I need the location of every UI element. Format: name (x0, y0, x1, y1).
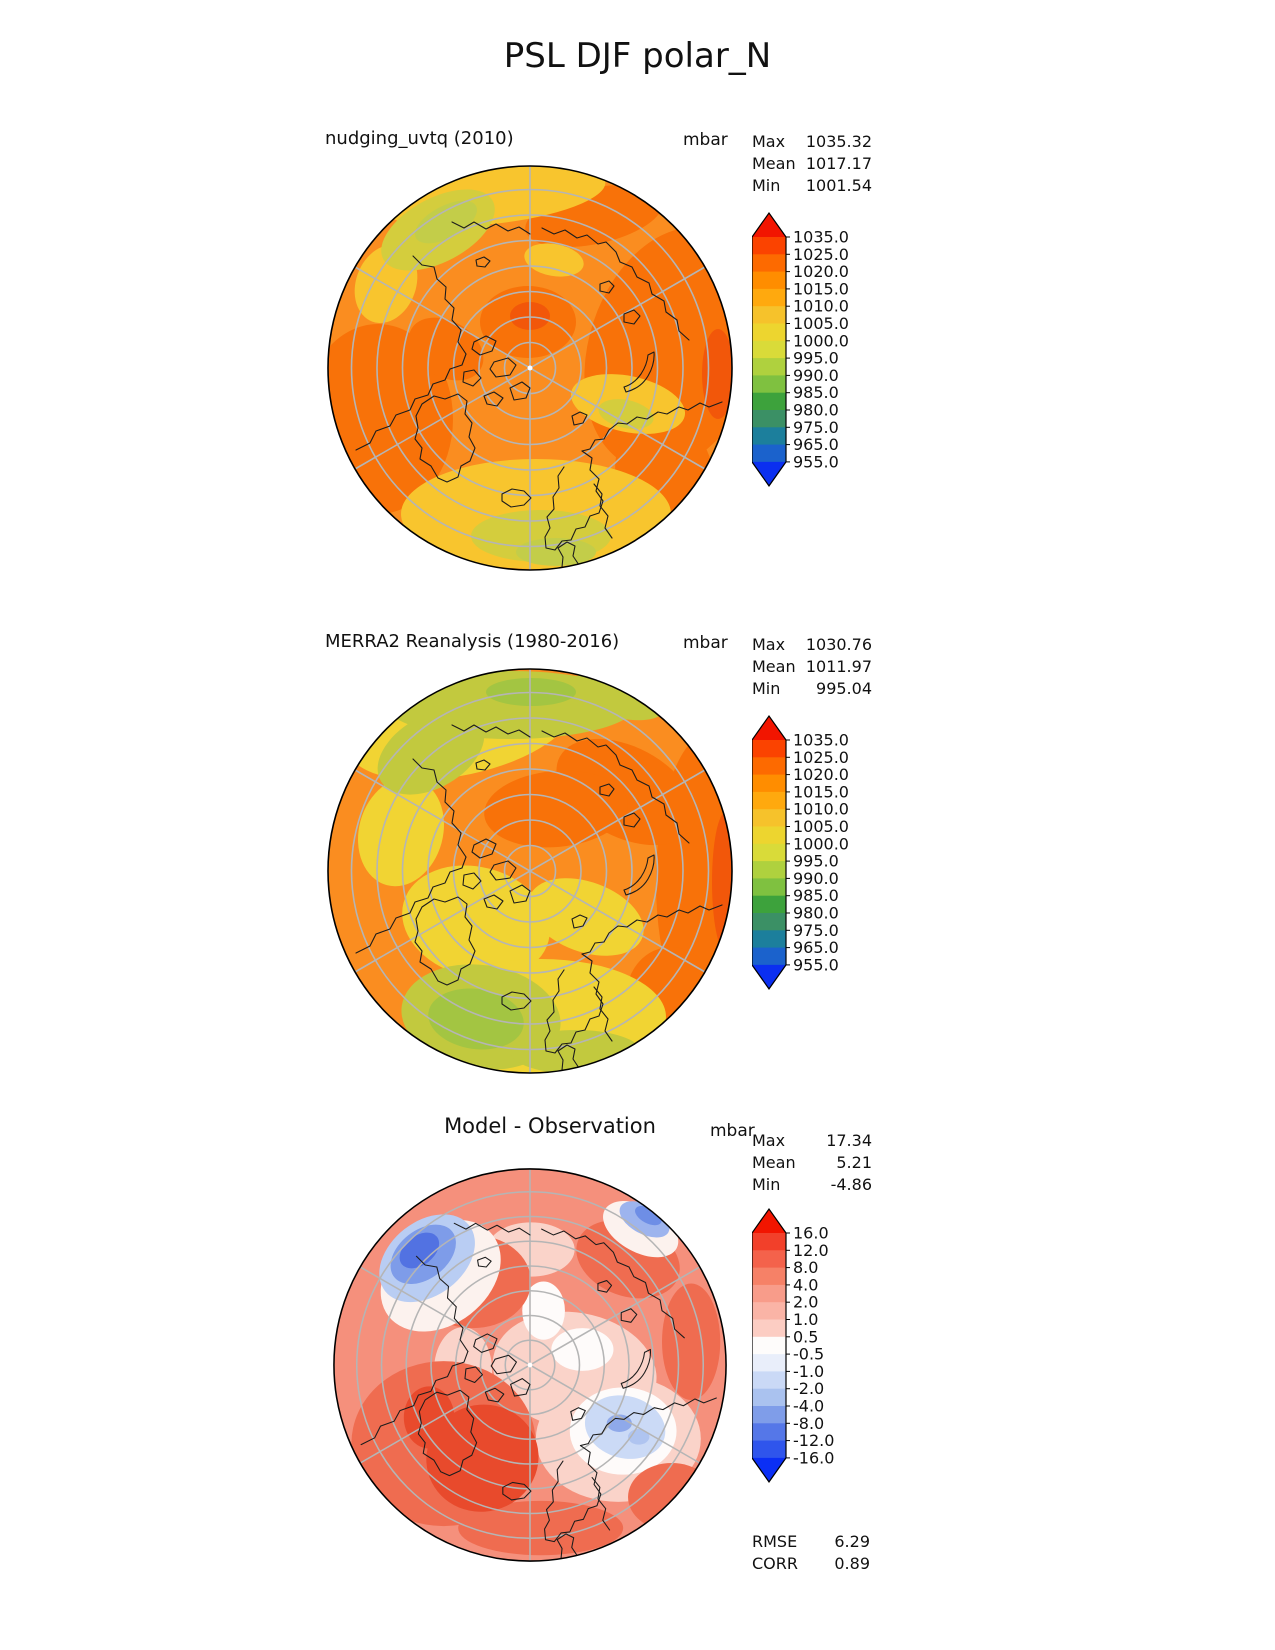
colorbar-tick-label: 12.0 (793, 1240, 829, 1260)
colorbar-tick-label: 1005.0 (793, 817, 849, 836)
colorbar-tick-label: -8.0 (793, 1413, 825, 1433)
figure-title: PSL DJF polar_N (503, 36, 772, 76)
colorbar-tick-label: 995.0 (793, 348, 839, 368)
colorbar-tick-label: 1.0 (793, 1310, 819, 1329)
stat-value: 1011.97 (805, 657, 872, 676)
panel3-metrics (752, 1531, 870, 1575)
stat-label: Min (752, 176, 781, 195)
colorbar-tick-label: -2.0 (793, 1379, 825, 1399)
stat-value: 1035.32 (805, 132, 872, 151)
colorbar-tick-label: 980.0 (793, 400, 839, 420)
stat-value: 5.21 (836, 1153, 872, 1172)
stat-value: 995.04 (816, 679, 872, 698)
colorbar-tick-label: 1015.0 (793, 279, 849, 299)
panel2-subtitle: MERRA2 Reanalysis (1980-2016) (325, 631, 620, 652)
colorbar-tick-label: 8.0 (793, 1258, 819, 1278)
colorbar-tick-label: 2.0 (793, 1292, 819, 1312)
panel3-subtitle: Model - Observation (444, 1114, 656, 1138)
metric-label: RMSE (752, 1532, 798, 1551)
colorbar-tick-label: 1035.0 (793, 227, 849, 247)
stat-label: Min (752, 679, 781, 698)
colorbar-tick-label: 975.0 (793, 920, 839, 940)
colorbar-difference (752, 1206, 862, 1488)
metric-label: CORR (752, 1554, 798, 1573)
map-model-polar (326, 164, 734, 572)
stat-label: Mean (752, 154, 796, 173)
map-difference-polar (332, 1167, 728, 1563)
panel3-units-label: mbar (710, 1121, 755, 1141)
colorbar-tick-label: 16.0 (793, 1223, 829, 1243)
colorbar-tick-label: 1010.0 (793, 296, 849, 316)
stat-label: Mean (752, 1153, 796, 1172)
stat-value: 1017.17 (805, 154, 872, 173)
panel3-stat-min (752, 1174, 872, 1196)
stat-label: Min (752, 1175, 781, 1194)
colorbar-tick-label: -4.0 (793, 1396, 825, 1416)
colorbar-tick-label: 4.0 (793, 1275, 819, 1295)
colorbar-model (752, 210, 862, 492)
panel1-stats (752, 131, 872, 197)
colorbar-tick-label: 1035.0 (793, 730, 849, 750)
colorbar-tick-label: 985.0 (793, 886, 839, 906)
colorbar-tick-label: 0.5 (793, 1327, 819, 1347)
metric-value: 0.89 (834, 1554, 870, 1573)
panel2-stat-max (752, 634, 872, 656)
colorbar-tick-label: 985.0 (793, 383, 839, 403)
panel2-stats (752, 634, 872, 700)
stat-label: Max (752, 132, 786, 151)
metric-value: 6.29 (834, 1532, 870, 1551)
colorbar-observation (752, 713, 862, 995)
metric-rmse (752, 1531, 870, 1553)
panel3-stats (752, 1130, 872, 1196)
panel3-stat-max (752, 1130, 872, 1152)
colorbar-tick-label: 1025.0 (793, 244, 849, 264)
colorbar-tick-label: -12.0 (793, 1431, 835, 1451)
map-observation-polar (326, 667, 734, 1075)
colorbar-tick-label: 1010.0 (793, 799, 849, 819)
colorbar-tick-label: 965.0 (793, 435, 839, 455)
stat-value: 1001.54 (805, 176, 872, 195)
pole-marker (528, 1363, 533, 1368)
colorbar-tick-label: 965.0 (793, 938, 839, 958)
stat-label: Max (752, 1131, 786, 1150)
panel1-subtitle: nudging_uvtq (2010) (325, 128, 514, 149)
colorbar-tick-label: 1020.0 (793, 262, 849, 282)
panel1-stat-min (752, 175, 872, 197)
panel2-stat-min (752, 678, 872, 700)
colorbar-tick-label: 995.0 (793, 851, 839, 871)
panel2-units-label: mbar (683, 633, 728, 653)
colorbar-tick-label: -16.0 (793, 1448, 835, 1468)
stat-value: 17.34 (826, 1131, 872, 1150)
colorbar-tick-label: 1000.0 (793, 331, 849, 351)
colorbar-tick-label: 1025.0 (793, 747, 849, 767)
colorbar-tick-label: 1015.0 (793, 782, 849, 802)
panel1-units-label: mbar (683, 130, 728, 150)
colorbar-tick-label: -1.0 (793, 1361, 825, 1381)
stat-value: -4.86 (830, 1175, 872, 1194)
panel3-stat-mean (752, 1152, 872, 1174)
colorbar-tick-label: 980.0 (793, 903, 839, 923)
colorbar-tick-label: 990.0 (793, 868, 839, 888)
pole-marker (528, 366, 533, 371)
panel1-stat-max (752, 131, 872, 153)
stat-label: Mean (752, 657, 796, 676)
panel1-stat-mean (752, 153, 872, 175)
colorbar-tick-label: 1000.0 (793, 834, 849, 854)
colorbar-tick-label: -0.5 (793, 1344, 825, 1364)
colorbar-tick-label: 975.0 (793, 417, 839, 437)
stat-label: Max (752, 635, 786, 654)
stat-value: 1030.76 (805, 635, 872, 654)
colorbar-tick-label: 1020.0 (793, 765, 849, 785)
colorbar-tick-label: 1005.0 (793, 314, 849, 333)
colorbar-tick-label: 990.0 (793, 365, 839, 385)
colorbar-tick-label: 955.0 (793, 452, 839, 472)
panel2-stat-mean (752, 656, 872, 678)
colorbar-tick-label: 955.0 (793, 955, 839, 975)
metric-corr (752, 1553, 870, 1575)
